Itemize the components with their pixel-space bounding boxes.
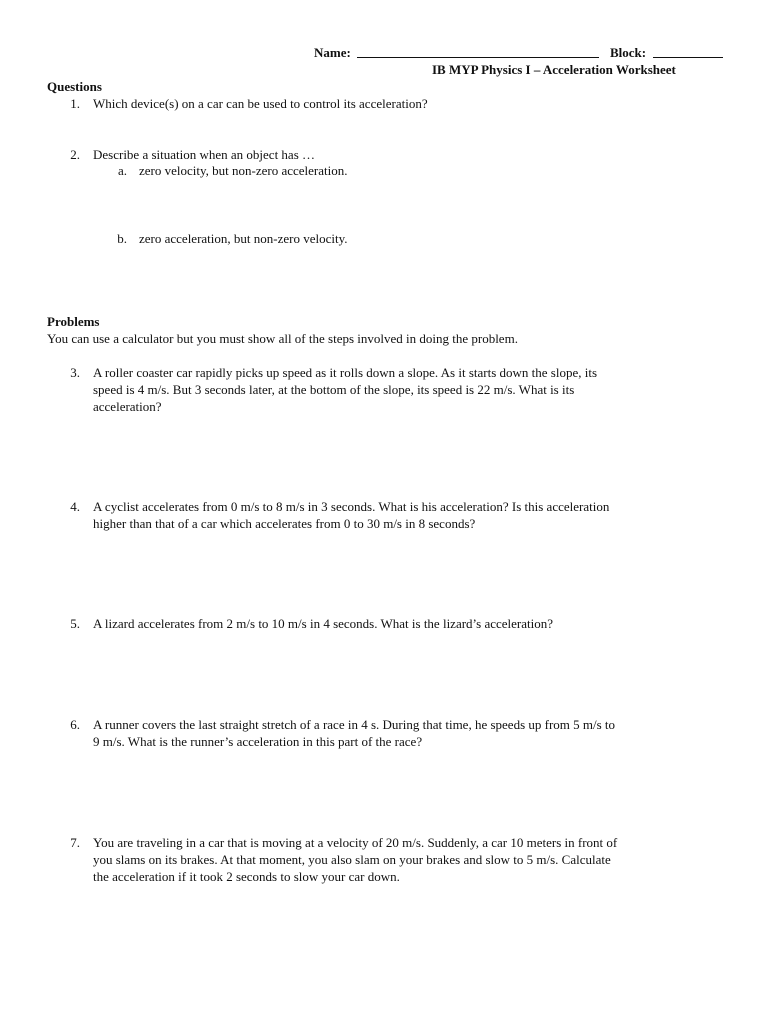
problem-line: you slams on its brakes. At that moment, you also slam on your brakes and slow to 5 m/s. Calculate — [93, 852, 611, 867]
problem-line: A lizard accelerates from 2 m/s to 10 m/s in 4 seconds. What is the lizard’s acceleration? — [93, 616, 554, 631]
question-number: 1. — [70, 96, 80, 111]
problem-line: A cyclist accelerates from 0 m/s to 8 m/s in 3 seconds. What is his acceleration? Is this acceleration — [93, 499, 610, 514]
subquestion-letter: b. — [117, 231, 127, 246]
name-label: Name: — [314, 45, 351, 60]
questions-heading: Questions — [47, 79, 102, 94]
problem-number: 5. — [70, 616, 80, 631]
subquestion-text: zero velocity, but non-zero acceleration. — [139, 163, 348, 178]
subquestion-text: zero acceleration, but non-zero velocity. — [139, 231, 348, 246]
problem-number: 4. — [70, 499, 80, 514]
subquestion-letter: a. — [117, 163, 127, 178]
problem-number: 7. — [70, 835, 80, 850]
problem-line: 9 m/s. What is the runner’s acceleration in this part of the race? — [93, 734, 423, 749]
problem-line: A roller coaster car rapidly picks up speed as it rolls down a slope. As it starts down the slope, its — [93, 365, 598, 380]
problem-number: 3. — [70, 365, 80, 380]
problem-line: acceleration? — [93, 399, 162, 414]
problems-heading: Problems — [47, 314, 100, 329]
problems-intro: You can use a calculator but you must show all of the steps involved in doing the problem. — [47, 331, 518, 346]
problem-number: 6. — [70, 717, 80, 732]
problem-line: A runner covers the last straight stretch of a race in 4 s. During that time, he speeds up from 5 m/s to — [93, 717, 616, 732]
question-text: Describe a situation when an object has … — [93, 147, 316, 162]
question-number: 2. — [70, 147, 80, 162]
problem-line: higher than that of a car which accelerates from 0 to 30 m/s in 8 seconds? — [93, 516, 476, 531]
problem-line: speed is 4 m/s. But 3 seconds later, at the bottom of the slope, its speed is 22 m/s. What is its — [93, 382, 575, 397]
block-field[interactable] — [653, 45, 723, 58]
name-field[interactable] — [357, 45, 599, 58]
worksheet-title: IB MYP Physics I – Acceleration Worksheet — [432, 62, 676, 77]
block-label: Block: — [610, 45, 647, 60]
problem-line: the acceleration if it took 2 seconds to slow your car down. — [93, 869, 400, 884]
question-text: Which device(s) on a car can be used to control its acceleration? — [93, 96, 428, 111]
problem-line: You are traveling in a car that is moving at a velocity of 20 m/s. Suddenly, a car 10 meters in front of — [93, 835, 618, 850]
